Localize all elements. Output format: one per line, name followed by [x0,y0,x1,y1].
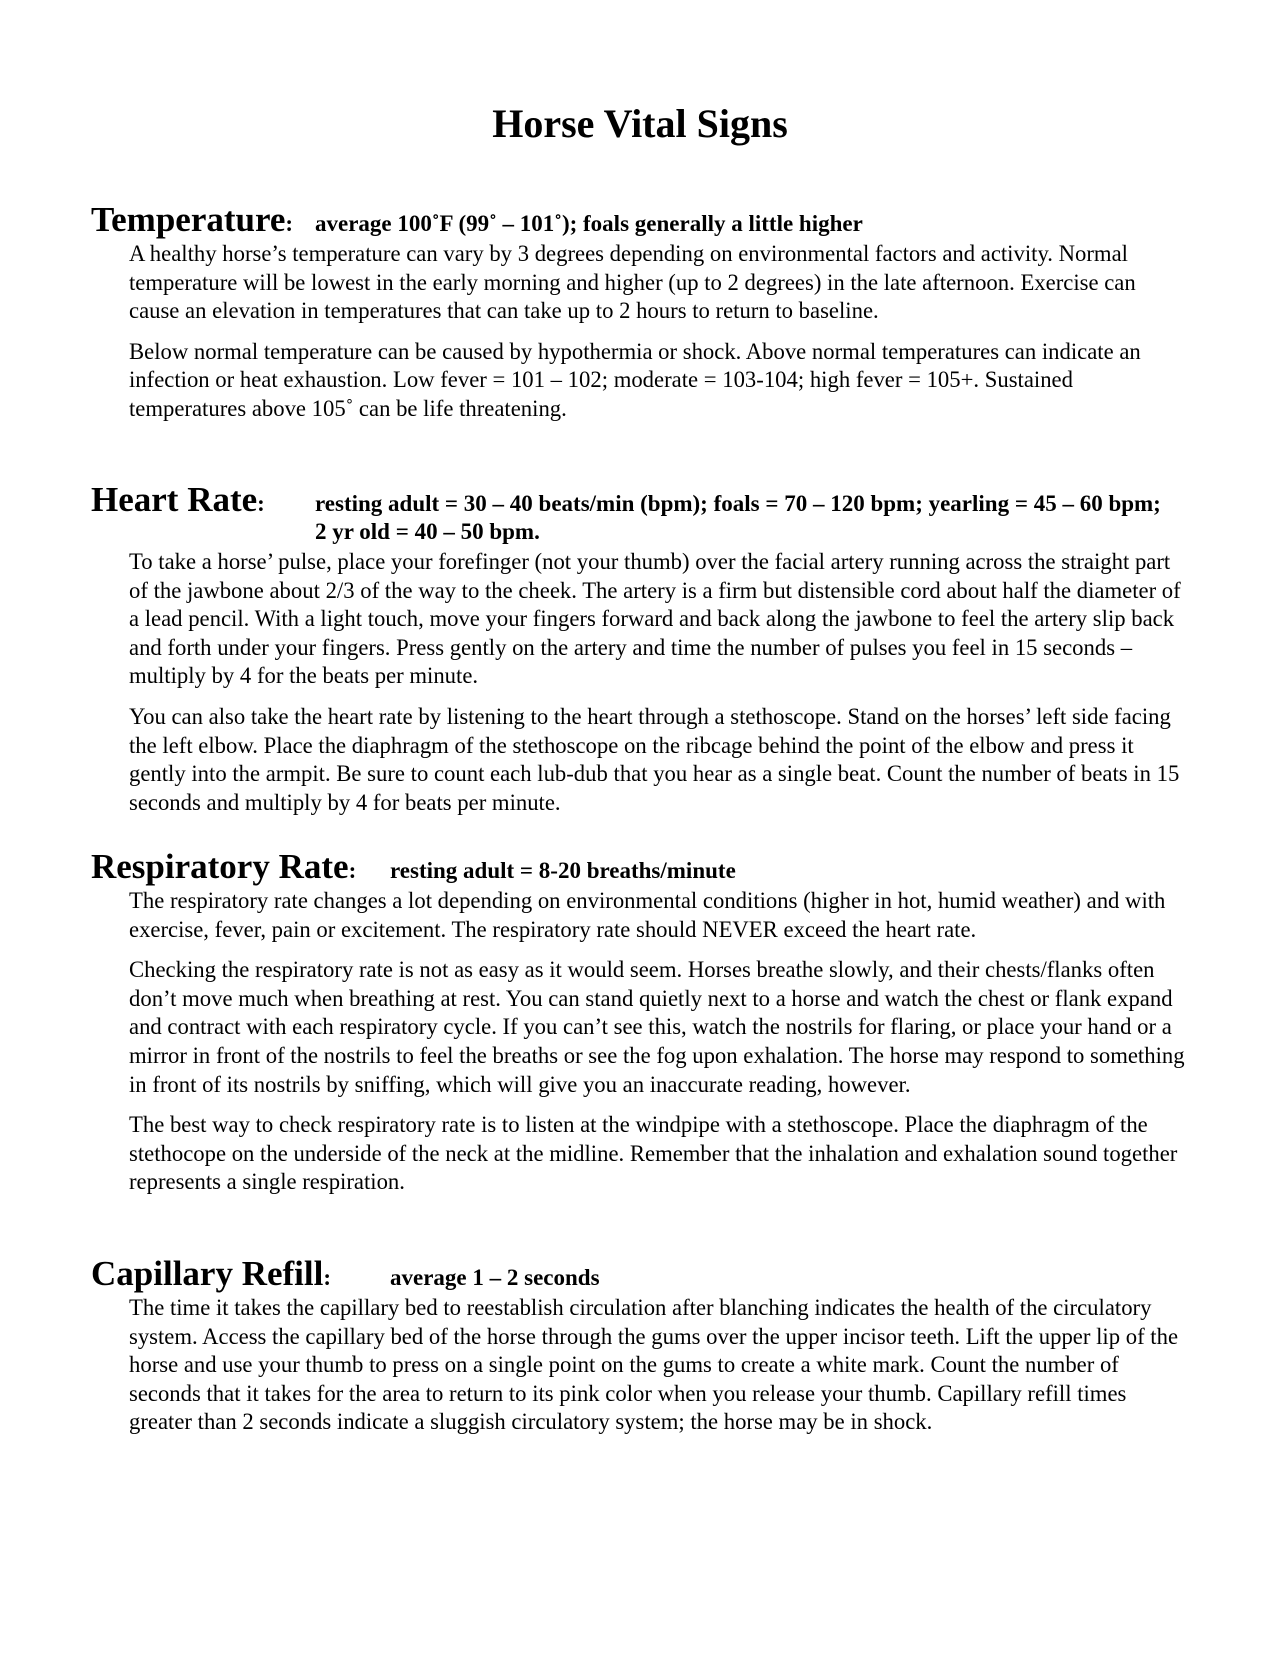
section-heading: Heart Rate: [91,480,265,519]
section-summary: average 100˚F (99˚ – 101˚); foals generally a little higher [315,211,863,236]
section-summary: resting adult = 8-20 breaths/minute [390,858,736,883]
section-respiratory-rate [91,849,1186,1197]
paragraph: Checking the respiratory rate is not as easy as it would seem. Horses breathe slowly, and their chests/flanks often don’t move much when breathing at rest. You can stand quietly next to a horse and watch the chest or flank expand and contract with each respiratory cycle. If you can’t see this, watch the nostrils for flaring, or place your hand or a mirror in front of the nostrils to feel the breaths or see the fog upon exhalation. The horse may respond to something in front of its nostrils by sniffing, which will give you an inaccurate reading, however. [129,957,1185,1097]
page-title: Horse Vital Signs [492,101,788,146]
section-heart-rate [91,482,1186,817]
section-summary: resting adult = 30 – 40 beats/min (bpm); foals = 70 – 120 bpm; yearling = 45 – 60 bpm; 2 yr old = 40 – 50 bpm. [315,491,1161,544]
section-heading: Capillary Refill: [91,1254,332,1293]
paragraph: The best way to check respiratory rate is to listen at the windpipe with a stethoscope. Place the diaphragm of the stethocope on the underside of the neck at the midline. Remember that the inhalation and exhalation sound together represents a single respiration. [129,1112,1178,1195]
paragraph: Below normal temperature can be caused by hypothermia or shock. Above normal temperatures can indicate an infection or heat exhaustion. Low fever = 101 – 102; moderate = 103-104; high fever = 105+. Sustained temperatures above 105˚ can be life threatening. [129,338,1141,421]
section-summary: average 1 – 2 seconds [390,1265,600,1290]
paragraph: To take a horse’ pulse, place your forefinger (not your thumb) over the facial artery running across the straight part of the jawbone about 2/3 of the way to the cheek. The artery is a firm but distensible cord about half the diameter of a lead pencil. With a light touch, move your fingers forward and back along the jawbone to feel the artery slip back and forth under your fingers. Press gently on the artery and time the number of pulses you feel in 15 seconds – multiply by 4 for the beats per minute. [129,549,1181,689]
section-temperature [91,202,1186,424]
section-header [91,1256,1186,1294]
section-heading: Respiratory Rate: [91,847,357,886]
section-heading: Temperature: [91,200,294,239]
section-header [91,202,1186,240]
section-capillary-refill [91,1256,1186,1437]
paragraph: A healthy horse’s temperature can vary by 3 degrees depending on environmental factors and activity. Normal temperature will be lowest in the early morning and higher (up to 2 degrees) in the late afternoon. Exercise can cause an elevation in temperatures that can take up to 2 hours to return to baseline. [129,241,1136,324]
section-header [91,849,1186,887]
paragraph: You can also take the heart rate by listening to the heart through a stethoscope. Stand on the horses’ left side facing the left elbow. Place the diaphragm of the stethoscope on the ribcage behind the point of the elbow and press it gently into the armpit. Be sure to count each lub-dub that you hear as a single beat. Count the number of beats in 15 seconds and multiply by 4 for beats per minute. [129,703,1180,815]
paragraph: The respiratory rate changes a lot depending on environmental conditions (higher in hot, humid weather) and with exercise, fever, pain or excitement. The respiratory rate should NEVER exceed the heart rate. [129,888,1166,942]
paragraph: The time it takes the capillary bed to reestablish circulation after blanching indicates the health of the circulatory system. Access the capillary bed of the horse through the gums over the upper incisor teeth. Lift the upper lip of the horse and use your thumb to press on a single point on the gums to create a white mark. Count the number of seconds that it takes for the area to return to its pink color when you release your thumb. Capillary refill times greater than 2 seconds indicate a sluggish circulatory system; the horse may be in shock. [129,1295,1179,1435]
section-header [91,482,1186,548]
